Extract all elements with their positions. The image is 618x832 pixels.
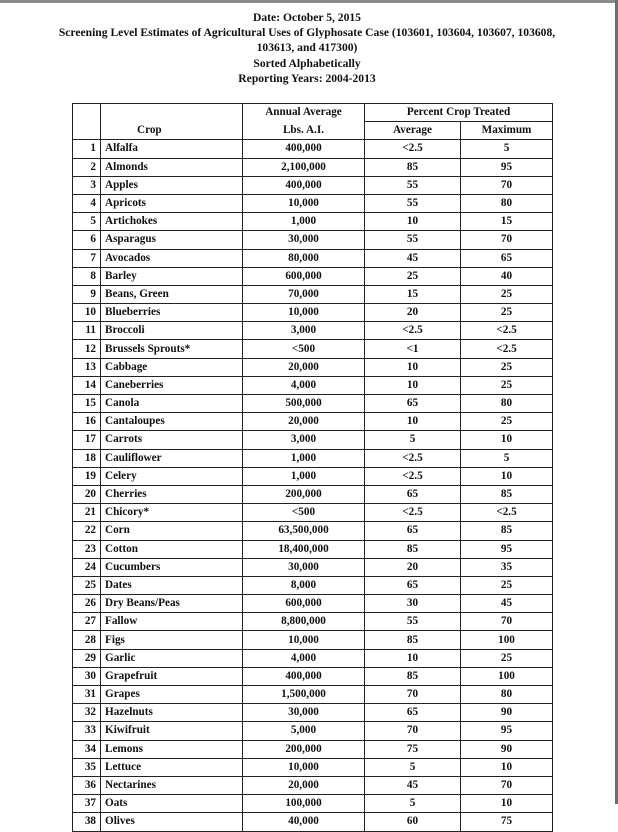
percent-average: 20 bbox=[365, 304, 461, 322]
table-row bbox=[73, 704, 553, 722]
percent-maximum: 95 bbox=[461, 158, 553, 176]
percent-average: <1 bbox=[365, 340, 461, 358]
annual-average-lbs: 8,000 bbox=[243, 576, 365, 594]
percent-average: 20 bbox=[365, 558, 461, 576]
percent-maximum: 25 bbox=[461, 413, 553, 431]
percent-average: 10 bbox=[365, 649, 461, 667]
crop-name: Cabbage bbox=[101, 358, 243, 376]
crop-name: Lemons bbox=[101, 740, 243, 758]
row-number: 3 bbox=[73, 176, 101, 194]
crop-name: Carrots bbox=[101, 431, 243, 449]
percent-average: 30 bbox=[365, 595, 461, 613]
row-number: 21 bbox=[73, 504, 101, 522]
table-row bbox=[73, 540, 553, 558]
row-number: 30 bbox=[73, 667, 101, 685]
percent-average: <2.5 bbox=[365, 504, 461, 522]
percent-maximum: 15 bbox=[461, 213, 553, 231]
row-number: 20 bbox=[73, 485, 101, 503]
percent-average: <2.5 bbox=[365, 467, 461, 485]
header-crop-cell-top bbox=[101, 104, 243, 122]
crop-name: Cantaloupes bbox=[101, 413, 243, 431]
annual-average-lbs: 20,000 bbox=[243, 358, 365, 376]
percent-average: 65 bbox=[365, 576, 461, 594]
row-number: 13 bbox=[73, 358, 101, 376]
percent-average: 5 bbox=[365, 795, 461, 813]
percent-maximum: <2.5 bbox=[461, 504, 553, 522]
header-crop: Crop bbox=[101, 122, 243, 140]
table-row bbox=[73, 194, 553, 212]
percent-average: 55 bbox=[365, 194, 461, 212]
crop-name: Beans, Green bbox=[101, 285, 243, 303]
row-number: 2 bbox=[73, 158, 101, 176]
row-number: 26 bbox=[73, 595, 101, 613]
annual-average-lbs: 400,000 bbox=[243, 176, 365, 194]
percent-average: 10 bbox=[365, 358, 461, 376]
table-row bbox=[73, 576, 553, 594]
annual-average-lbs: 80,000 bbox=[243, 249, 365, 267]
crop-name: Oats bbox=[101, 795, 243, 813]
annual-average-lbs: 30,000 bbox=[243, 231, 365, 249]
percent-average: 60 bbox=[365, 813, 461, 831]
crop-name: Dates bbox=[101, 576, 243, 594]
percent-average: 25 bbox=[365, 267, 461, 285]
table-row bbox=[73, 467, 553, 485]
percent-average: 85 bbox=[365, 631, 461, 649]
percent-maximum: 70 bbox=[461, 776, 553, 794]
row-number: 18 bbox=[73, 449, 101, 467]
crop-name: Grapes bbox=[101, 686, 243, 704]
percent-maximum: 75 bbox=[461, 813, 553, 831]
percent-average: 55 bbox=[365, 613, 461, 631]
crop-name: Olives bbox=[101, 813, 243, 831]
percent-maximum: 45 bbox=[461, 595, 553, 613]
annual-average-lbs: 70,000 bbox=[243, 285, 365, 303]
annual-average-lbs: 400,000 bbox=[243, 667, 365, 685]
crop-name: Avocados bbox=[101, 249, 243, 267]
percent-maximum: 25 bbox=[461, 576, 553, 594]
crop-name: Caneberries bbox=[101, 376, 243, 394]
crop-name: Blueberries bbox=[101, 304, 243, 322]
row-number: 35 bbox=[73, 758, 101, 776]
table-row bbox=[73, 322, 553, 340]
annual-average-lbs: 5,000 bbox=[243, 722, 365, 740]
row-number: 7 bbox=[73, 249, 101, 267]
header-maximum: Maximum bbox=[461, 122, 553, 140]
crop-name: Figs bbox=[101, 631, 243, 649]
row-number: 25 bbox=[73, 576, 101, 594]
crop-name: Cherries bbox=[101, 485, 243, 503]
row-number: 28 bbox=[73, 631, 101, 649]
percent-maximum: 25 bbox=[461, 649, 553, 667]
percent-maximum: 85 bbox=[461, 522, 553, 540]
annual-average-lbs: 1,500,000 bbox=[243, 686, 365, 704]
row-number: 12 bbox=[73, 340, 101, 358]
sort-line: Sorted Alphabetically bbox=[253, 56, 361, 70]
annual-average-lbs: 10,000 bbox=[243, 758, 365, 776]
table-row bbox=[73, 376, 553, 394]
annual-average-lbs: <500 bbox=[243, 340, 365, 358]
percent-average: 5 bbox=[365, 431, 461, 449]
percent-average: 45 bbox=[365, 776, 461, 794]
percent-maximum: 25 bbox=[461, 376, 553, 394]
table-row bbox=[73, 340, 553, 358]
annual-average-lbs: 4,000 bbox=[243, 649, 365, 667]
table-row bbox=[73, 558, 553, 576]
row-number: 16 bbox=[73, 413, 101, 431]
annual-average-lbs: 200,000 bbox=[243, 740, 365, 758]
table-row bbox=[73, 776, 553, 794]
row-number: 32 bbox=[73, 704, 101, 722]
years-line: Reporting Years: 2004-2013 bbox=[238, 71, 376, 85]
row-number: 31 bbox=[73, 686, 101, 704]
table-row bbox=[73, 758, 553, 776]
annual-average-lbs: 20,000 bbox=[243, 413, 365, 431]
percent-average: 65 bbox=[365, 485, 461, 503]
percent-maximum: 70 bbox=[461, 176, 553, 194]
table-row bbox=[73, 249, 553, 267]
percent-maximum: 100 bbox=[461, 631, 553, 649]
crop-name: Apples bbox=[101, 176, 243, 194]
crop-name: Cotton bbox=[101, 540, 243, 558]
annual-average-lbs: 3,000 bbox=[243, 322, 365, 340]
row-number: 37 bbox=[73, 795, 101, 813]
percent-average: 10 bbox=[365, 376, 461, 394]
row-number: 8 bbox=[73, 267, 101, 285]
crop-name: Asparagus bbox=[101, 231, 243, 249]
percent-average: 65 bbox=[365, 704, 461, 722]
crop-name: Corn bbox=[101, 522, 243, 540]
table-row bbox=[73, 213, 553, 231]
percent-maximum: 80 bbox=[461, 686, 553, 704]
annual-average-lbs: 10,000 bbox=[243, 194, 365, 212]
annual-average-lbs: 4,000 bbox=[243, 376, 365, 394]
title-line-1: Screening Level Estimates of Agricultural Uses of Glyphosate Case (103601, 103604, 103607, 103608, bbox=[58, 26, 556, 40]
percent-maximum: 5 bbox=[461, 140, 553, 158]
annual-average-lbs: 18,400,000 bbox=[243, 540, 365, 558]
crop-table bbox=[72, 103, 553, 832]
row-number: 24 bbox=[73, 558, 101, 576]
table-header-row-1 bbox=[73, 104, 553, 122]
row-number: 34 bbox=[73, 740, 101, 758]
row-number: 11 bbox=[73, 322, 101, 340]
row-number: 14 bbox=[73, 376, 101, 394]
row-number: 17 bbox=[73, 431, 101, 449]
crop-name: Chicory* bbox=[101, 504, 243, 522]
crop-name: Garlic bbox=[101, 649, 243, 667]
crop-name: Hazelnuts bbox=[101, 704, 243, 722]
crop-name: Lettuce bbox=[101, 758, 243, 776]
row-number: 9 bbox=[73, 285, 101, 303]
percent-maximum: 10 bbox=[461, 795, 553, 813]
table-row bbox=[73, 267, 553, 285]
crop-name: Almonds bbox=[101, 158, 243, 176]
crop-name: Canola bbox=[101, 395, 243, 413]
percent-maximum: 10 bbox=[461, 431, 553, 449]
crop-name: Dry Beans/Peas bbox=[101, 595, 243, 613]
header-lbs-top: Annual Average bbox=[243, 104, 365, 122]
annual-average-lbs: 8,800,000 bbox=[243, 613, 365, 631]
header-average: Average bbox=[365, 122, 461, 140]
percent-maximum: 90 bbox=[461, 740, 553, 758]
row-number: 4 bbox=[73, 194, 101, 212]
annual-average-lbs: 2,100,000 bbox=[243, 158, 365, 176]
crop-name: Kiwifruit bbox=[101, 722, 243, 740]
percent-average: 85 bbox=[365, 667, 461, 685]
percent-average: <2.5 bbox=[365, 140, 461, 158]
percent-maximum: 80 bbox=[461, 194, 553, 212]
row-number: 23 bbox=[73, 540, 101, 558]
annual-average-lbs: 1,000 bbox=[243, 449, 365, 467]
row-number: 29 bbox=[73, 649, 101, 667]
percent-average: 65 bbox=[365, 522, 461, 540]
percent-average: 70 bbox=[365, 722, 461, 740]
crop-name: Cucumbers bbox=[101, 558, 243, 576]
annual-average-lbs: 400,000 bbox=[243, 140, 365, 158]
table-row bbox=[73, 504, 553, 522]
header-lbs-bottom: Lbs. A.I. bbox=[243, 122, 365, 140]
percent-maximum: 25 bbox=[461, 285, 553, 303]
percent-average: 85 bbox=[365, 158, 461, 176]
table-header-row-2 bbox=[73, 122, 553, 140]
percent-average: 75 bbox=[365, 740, 461, 758]
row-number: 19 bbox=[73, 467, 101, 485]
table-row bbox=[73, 595, 553, 613]
row-number: 27 bbox=[73, 613, 101, 631]
percent-maximum: 70 bbox=[461, 231, 553, 249]
percent-average: 85 bbox=[365, 540, 461, 558]
crop-name: Alfalfa bbox=[101, 140, 243, 158]
header-num-cell bbox=[73, 104, 101, 122]
document-header bbox=[0, 10, 614, 86]
percent-maximum: 10 bbox=[461, 758, 553, 776]
percent-maximum: 100 bbox=[461, 667, 553, 685]
table-row bbox=[73, 395, 553, 413]
percent-average: 10 bbox=[365, 413, 461, 431]
table-row bbox=[73, 485, 553, 503]
annual-average-lbs: 40,000 bbox=[243, 813, 365, 831]
table-row bbox=[73, 740, 553, 758]
percent-average: 55 bbox=[365, 176, 461, 194]
percent-maximum: 25 bbox=[461, 358, 553, 376]
table-row bbox=[73, 358, 553, 376]
row-number: 5 bbox=[73, 213, 101, 231]
table-row bbox=[73, 413, 553, 431]
row-number: 6 bbox=[73, 231, 101, 249]
table-row bbox=[73, 667, 553, 685]
percent-maximum: 65 bbox=[461, 249, 553, 267]
annual-average-lbs: 600,000 bbox=[243, 267, 365, 285]
table-row bbox=[73, 813, 553, 831]
annual-average-lbs: 30,000 bbox=[243, 558, 365, 576]
crop-name: Brussels Sprouts* bbox=[101, 340, 243, 358]
percent-maximum: 35 bbox=[461, 558, 553, 576]
percent-maximum: 25 bbox=[461, 304, 553, 322]
crop-name: Cauliflower bbox=[101, 449, 243, 467]
table-row bbox=[73, 158, 553, 176]
row-number: 33 bbox=[73, 722, 101, 740]
annual-average-lbs: 500,000 bbox=[243, 395, 365, 413]
percent-average: 70 bbox=[365, 686, 461, 704]
percent-average: <2.5 bbox=[365, 449, 461, 467]
percent-maximum: 80 bbox=[461, 395, 553, 413]
annual-average-lbs: 1,000 bbox=[243, 467, 365, 485]
percent-maximum: <2.5 bbox=[461, 340, 553, 358]
percent-average: 15 bbox=[365, 285, 461, 303]
percent-maximum: 95 bbox=[461, 722, 553, 740]
percent-maximum: 40 bbox=[461, 267, 553, 285]
annual-average-lbs: 63,500,000 bbox=[243, 522, 365, 540]
percent-average: 65 bbox=[365, 395, 461, 413]
annual-average-lbs: 10,000 bbox=[243, 304, 365, 322]
table-row bbox=[73, 649, 553, 667]
percent-maximum: <2.5 bbox=[461, 322, 553, 340]
table-row bbox=[73, 686, 553, 704]
annual-average-lbs: 20,000 bbox=[243, 776, 365, 794]
percent-maximum: 70 bbox=[461, 613, 553, 631]
header-percent-group: Percent Crop Treated bbox=[365, 104, 553, 122]
crop-name: Apricots bbox=[101, 194, 243, 212]
annual-average-lbs: 10,000 bbox=[243, 631, 365, 649]
percent-average: 45 bbox=[365, 249, 461, 267]
percent-average: 5 bbox=[365, 758, 461, 776]
table-row bbox=[73, 304, 553, 322]
date-line: Date: October 5, 2015 bbox=[253, 11, 361, 24]
table-row bbox=[73, 522, 553, 540]
table-row bbox=[73, 231, 553, 249]
title-line-2: 103613, and 417300) bbox=[256, 41, 358, 55]
annual-average-lbs: 1,000 bbox=[243, 213, 365, 231]
percent-maximum: 95 bbox=[461, 540, 553, 558]
percent-average: <2.5 bbox=[365, 322, 461, 340]
table-body bbox=[73, 140, 553, 831]
header-num-cell-2 bbox=[73, 122, 101, 140]
percent-average: 55 bbox=[365, 231, 461, 249]
row-number: 15 bbox=[73, 395, 101, 413]
annual-average-lbs: 3,000 bbox=[243, 431, 365, 449]
table-row bbox=[73, 722, 553, 740]
table-row bbox=[73, 631, 553, 649]
percent-maximum: 10 bbox=[461, 467, 553, 485]
crop-name: Artichokes bbox=[101, 213, 243, 231]
crop-name: Barley bbox=[101, 267, 243, 285]
percent-maximum: 90 bbox=[461, 704, 553, 722]
crop-name: Celery bbox=[101, 467, 243, 485]
percent-average: 10 bbox=[365, 213, 461, 231]
row-number: 22 bbox=[73, 522, 101, 540]
percent-maximum: 85 bbox=[461, 485, 553, 503]
crop-name: Broccoli bbox=[101, 322, 243, 340]
row-number: 38 bbox=[73, 813, 101, 831]
table-row bbox=[73, 285, 553, 303]
crop-name: Fallow bbox=[101, 613, 243, 631]
table-row bbox=[73, 140, 553, 158]
table-row bbox=[73, 431, 553, 449]
crop-name: Grapefruit bbox=[101, 667, 243, 685]
table-row bbox=[73, 449, 553, 467]
annual-average-lbs: <500 bbox=[243, 504, 365, 522]
row-number: 10 bbox=[73, 304, 101, 322]
row-number: 36 bbox=[73, 776, 101, 794]
annual-average-lbs: 600,000 bbox=[243, 595, 365, 613]
table-row bbox=[73, 613, 553, 631]
annual-average-lbs: 200,000 bbox=[243, 485, 365, 503]
percent-maximum: 5 bbox=[461, 449, 553, 467]
row-number: 1 bbox=[73, 140, 101, 158]
table-row bbox=[73, 176, 553, 194]
annual-average-lbs: 30,000 bbox=[243, 704, 365, 722]
crop-name: Nectarines bbox=[101, 776, 243, 794]
annual-average-lbs: 100,000 bbox=[243, 795, 365, 813]
